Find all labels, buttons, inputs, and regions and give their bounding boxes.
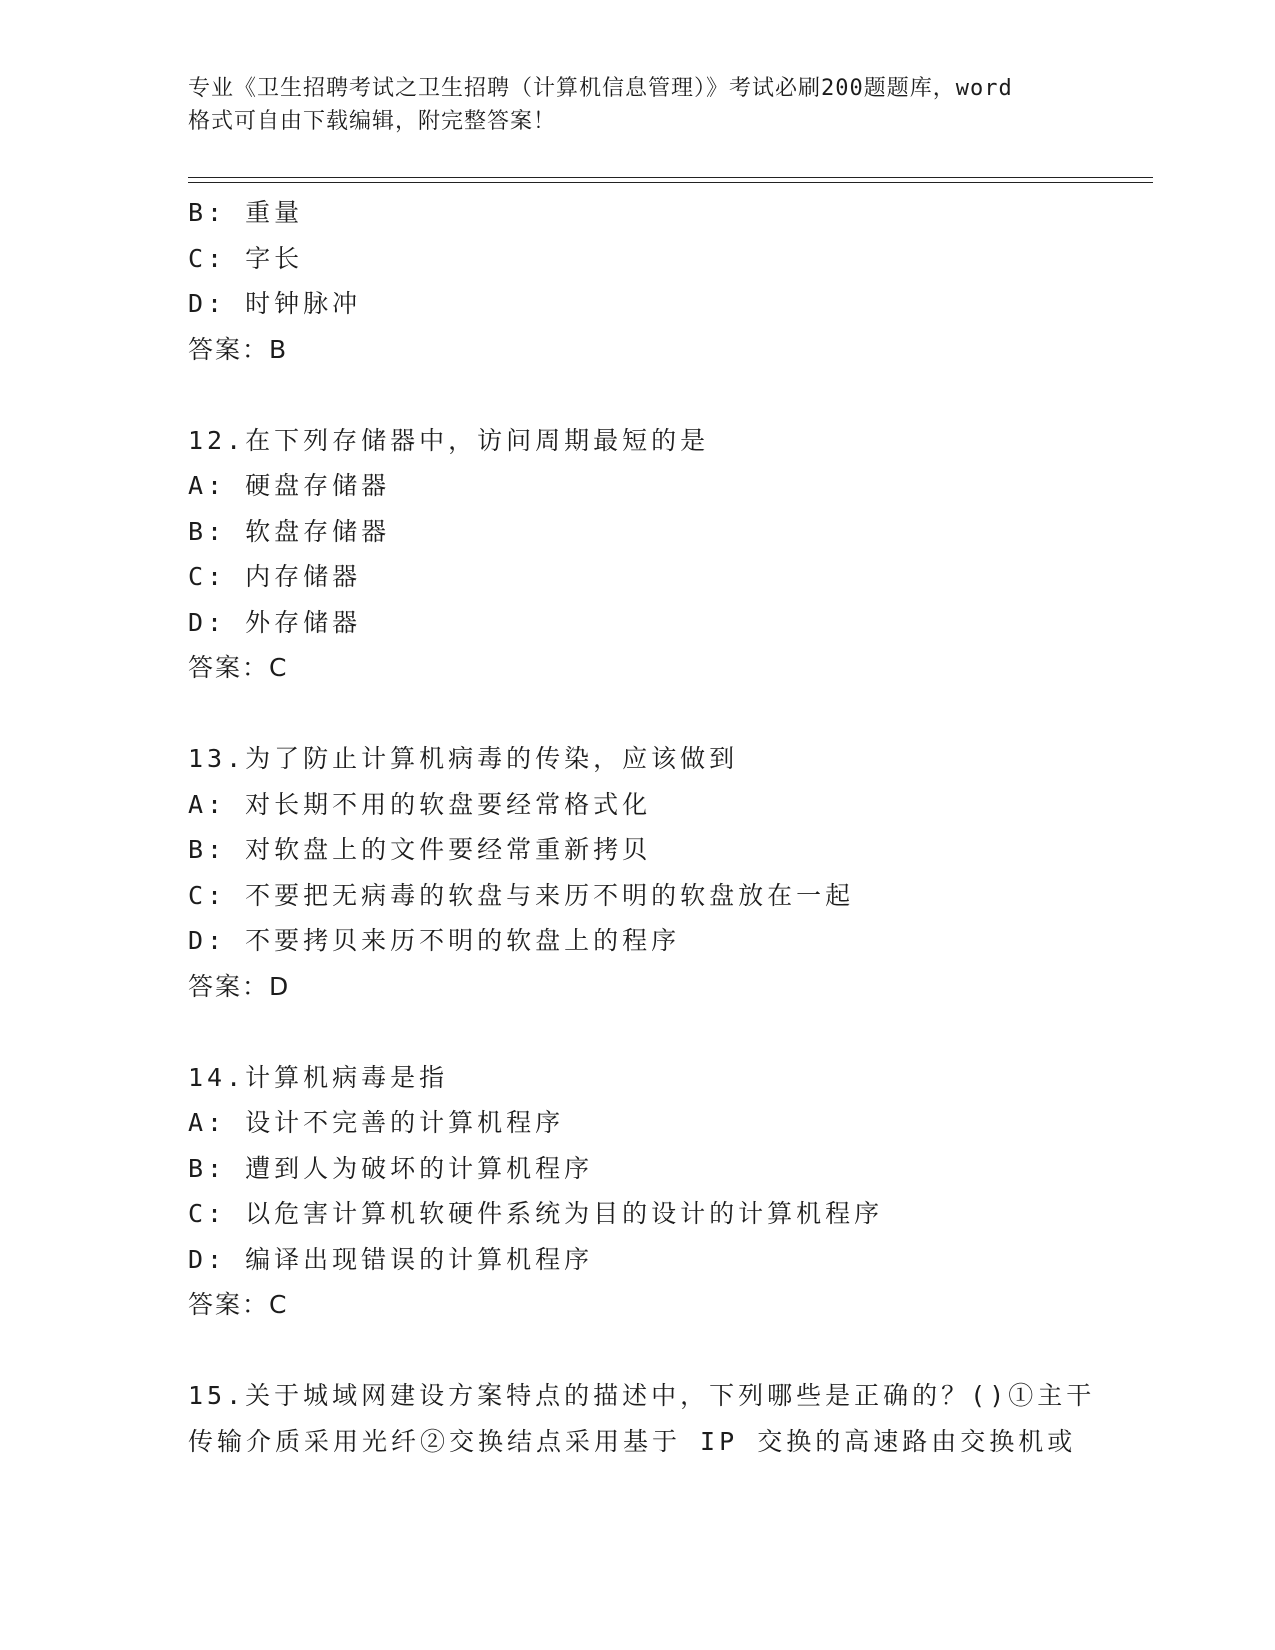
question-text-line-2: 传输介质采用光纤②交换结点采用基于 IP 交换的高速路由交换机或 bbox=[188, 1426, 1077, 1456]
answer-line: 答案：C bbox=[188, 1290, 289, 1319]
spacer bbox=[188, 691, 1148, 737]
option-a: A: 对长期不用的软盘要经常格式化 bbox=[188, 789, 652, 819]
document-header bbox=[188, 72, 1088, 138]
question-block-12 bbox=[188, 418, 1148, 691]
spacer bbox=[188, 372, 1148, 418]
option-c: C: 字长 bbox=[188, 243, 304, 273]
option-c: C: 内存储器 bbox=[188, 562, 362, 591]
answer-line: 答案：D bbox=[188, 971, 291, 1001]
header-line-2: 格式可自由下载编辑，附完整答案！ bbox=[188, 109, 557, 134]
answer-line: 答案：B bbox=[188, 334, 289, 364]
answer-line: 答案：C bbox=[188, 653, 289, 682]
option-b: B: 重量 bbox=[188, 198, 304, 227]
option-d: D: 编译出现错误的计算机程序 bbox=[188, 1244, 594, 1274]
option-b: B: 遭到人为破坏的计算机程序 bbox=[188, 1153, 594, 1183]
option-d: D: 时钟脉冲 bbox=[188, 289, 362, 318]
spacer bbox=[188, 1009, 1148, 1055]
option-c: C: 不要把无病毒的软盘与来历不明的软盘放在一起 bbox=[188, 880, 855, 910]
question-text: 14.计算机病毒是指 bbox=[188, 1062, 449, 1092]
question-list bbox=[188, 190, 1148, 1464]
option-c: C: 以危害计算机软硬件系统为目的设计的计算机程序 bbox=[188, 1199, 884, 1228]
option-d: D: 外存储器 bbox=[188, 607, 362, 637]
spacer bbox=[188, 1328, 1148, 1374]
question-text: 13.为了防止计算机病毒的传染，应该做到 bbox=[188, 744, 739, 773]
question-text-line-1: 15.关于城域网建设方案特点的描述中，下列哪些是正确的？()①主干 bbox=[188, 1381, 1096, 1410]
header-line-1: 专业《卫生招聘考试之卫生招聘（计算机信息管理）》考试必刷200题题库，word bbox=[188, 76, 1013, 101]
option-d: D: 不要拷贝来历不明的软盘上的程序 bbox=[188, 926, 681, 955]
header-divider-top bbox=[188, 177, 1153, 178]
question-text: 12.在下列存储器中，访问周期最短的是 bbox=[188, 425, 710, 455]
question-block-15 bbox=[188, 1373, 1148, 1464]
option-b: B: 软盘存储器 bbox=[188, 516, 391, 546]
option-a: A: 设计不完善的计算机程序 bbox=[188, 1108, 565, 1137]
header-divider-bottom bbox=[188, 182, 1153, 183]
question-block-13 bbox=[188, 736, 1148, 1009]
option-a: A: 硬盘存储器 bbox=[188, 471, 391, 500]
question-block-14 bbox=[188, 1055, 1148, 1328]
option-b: B: 对软盘上的文件要经常重新拷贝 bbox=[188, 835, 652, 864]
question-block-11 bbox=[188, 190, 1148, 372]
